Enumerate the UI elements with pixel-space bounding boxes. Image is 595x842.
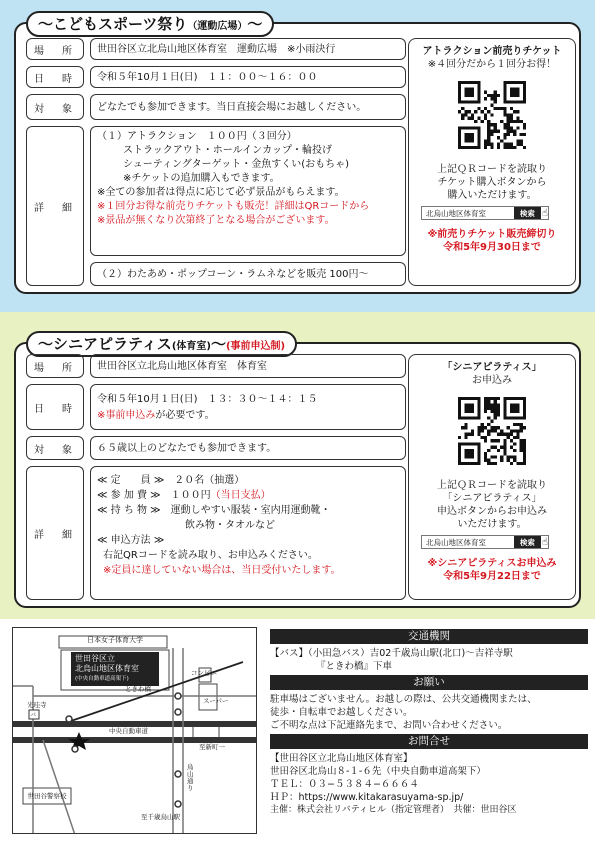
kids-panel	[14, 15, 581, 294]
map-sennen-label: 至千歳烏山駅	[141, 813, 180, 821]
detail-box-1	[90, 126, 406, 256]
place-value: 世田谷区立北烏山地区体育室 体育室	[90, 354, 406, 378]
contact-phone: ＴＥＬ：０３−５３８４−６６６４	[270, 779, 419, 790]
contact-organizer: 主催：株式会社リバティヒル（指定管理者） 共催：世田谷区	[270, 805, 517, 815]
search-box[interactable]	[421, 535, 549, 549]
senior-title-sub: (体育室)	[171, 341, 211, 352]
senior-title-text: 〜シニアピラティス	[38, 335, 172, 353]
date-label: 日 時	[26, 384, 84, 430]
date-note: が必要です。	[155, 410, 215, 421]
qr-title: 「シニアピラティス」	[442, 362, 542, 373]
map-super-label: スーパー	[203, 697, 229, 705]
access-text: 『ときわ橋』下車	[316, 661, 393, 672]
notice-text: 駐車場はございません。お越しの際は、公共交通機関または、	[270, 694, 537, 705]
target-label: 対 象	[26, 436, 84, 460]
detail-line: ストラックアウト・ホールインカップ・輪投げ	[123, 145, 332, 156]
kids-sports-section	[0, 0, 595, 312]
notice-text: ご不明な点は下記連絡先まで、お問い合わせください。	[270, 720, 508, 731]
date-value: 令和５年10月１日(日) １１：００〜１６：００	[90, 66, 406, 88]
deadline-date: 令和5年9月22日まで	[443, 571, 541, 582]
qr-code[interactable]	[458, 397, 526, 465]
map-police-label: 世田谷警察校	[27, 792, 67, 800]
date-text: 令和５年10月１日(日) １３：３０〜１４：１５	[97, 394, 318, 405]
deadline-text: ※シニアピラティスお申込み	[427, 558, 557, 569]
detail-box-2: （２）わたあめ・ポップコーン・ラムネなどを販売 100円〜	[90, 262, 406, 286]
contact-text: 【世田谷区立北烏山地区体育室】	[270, 753, 413, 764]
detail-red-note: ※１回分お得な前売りチケットも販売！詳細はQRコードから	[97, 201, 370, 212]
map-bus-stop-label: 光珪寺	[27, 701, 47, 709]
date-value	[90, 384, 406, 430]
kids-title-text: 〜こどもスポーツ祭り	[38, 15, 188, 33]
contact-heading: お問合せ	[270, 734, 588, 749]
map-univ-label: 日本女子体育大学	[87, 636, 143, 644]
place-label: 場 所	[26, 38, 84, 60]
place-value: 世田谷区立北烏山地区体育室 運動広場 ※小雨決行	[90, 38, 406, 60]
cursor-hand-icon: ☝	[541, 536, 548, 548]
qr-subtitle: ※４回分だから１回分お得！	[427, 59, 557, 70]
deadline-date: 令和5年9月30日まで	[443, 242, 541, 253]
method-text: 右記QRコードを読み取り、お申込みください。	[103, 550, 318, 561]
access-heading: 交通機関	[270, 629, 588, 644]
qr-desc: 申込ボタンからお申込み	[437, 506, 547, 517]
qr-desc: いただけます。	[457, 519, 527, 530]
notice-heading: お願い	[270, 675, 588, 690]
qr-desc: 購入いただけます。	[447, 190, 537, 201]
map-conveni-label: コンビニ	[191, 669, 217, 677]
qr-subtitle: お申込み	[472, 375, 512, 386]
detail-red-note: ※景品が無くなり次第終了となる場合がございます。	[97, 215, 335, 226]
contact-url[interactable]: ＨＰ：https://www.kitakarasuyama-sp.jp/	[270, 792, 464, 803]
map-highway-label: 中央自動車道	[109, 727, 148, 735]
fee-text: ≪ 参 加 費 ≫ １００円	[97, 490, 211, 501]
senior-qr-box	[408, 354, 576, 600]
search-text: 北烏山地区体育室	[426, 537, 486, 547]
detail-note: ※全ての参加者は得点に応じて必ず景品がもらえます。	[97, 187, 345, 198]
detail-label: 詳 細	[26, 126, 84, 286]
senior-title-badge: (事前申込制)	[225, 341, 286, 352]
method-label: ≪ 申込方法 ≫	[97, 535, 165, 546]
info-block	[270, 627, 588, 817]
kids-qr-box	[408, 38, 576, 286]
search-text: 北烏山地区体育室	[426, 208, 486, 218]
method-red-text: ※定員に達していない場合は、当日受付いたします。	[103, 565, 341, 576]
qr-title: アトラクション前売りチケット	[422, 46, 562, 57]
senior-panel	[14, 335, 581, 608]
access-map	[12, 627, 257, 834]
date-label: 日 時	[26, 66, 84, 88]
senior-title-end: 〜	[210, 335, 226, 353]
detail-box	[90, 466, 406, 600]
map-tokiwa-label: ときわ橋	[125, 685, 151, 693]
qr-desc: 上記ＱＲコードを読取り	[437, 480, 547, 491]
capacity-text: ≪ 定 員 ≫ ２０名（抽選）	[97, 475, 245, 486]
detail-line: ※チケットの追加購入もできます。	[123, 173, 280, 184]
access-text: 【バス】（小田急バス）吉02千歳烏山駅(北口)〜吉祥寺駅	[270, 648, 513, 659]
detail-line: （１）アトラクション １００円（３回分）	[97, 131, 297, 142]
notice-text: 徒歩・自転車でお越しください。	[270, 707, 413, 718]
bring-text: ≪ 持 ち 物 ≫ 運動しやすい服装・室内用運動靴・	[97, 505, 331, 516]
map-street-label: 烏山通り	[187, 763, 194, 792]
target-label: 対 象	[26, 94, 84, 120]
search-box[interactable]	[421, 206, 549, 220]
date-note-red: ※事前申込み	[97, 410, 156, 421]
bring-text: 飲み物・タオルなど	[185, 520, 275, 531]
place-label: 場 所	[26, 354, 84, 378]
kids-title-sub: （運動広場）	[187, 21, 248, 32]
map-venue-line: 北烏山地区体育室	[75, 664, 139, 673]
target-value: どなたでも参加できます。当日直接会場にお越しください。	[90, 94, 406, 120]
contact-text: 世田谷区北烏山８-１-６先（中央自動車道高架下）	[270, 766, 486, 777]
qr-desc: 上記ＱＲコードを読取り	[437, 164, 547, 175]
fee-red-text: （当日支払）	[210, 490, 271, 501]
bus-stop-icon: バ	[30, 712, 37, 719]
cursor-hand-icon: ☝	[541, 207, 548, 219]
target-value: ６５歳以上のどなたでも参加できます。	[90, 436, 406, 460]
map-shinmachi-label: 至新町一	[199, 743, 225, 751]
kids-title	[26, 11, 274, 37]
map-venue-line: 世田谷区立	[75, 654, 115, 663]
map-venue-line: (中央自動車道高架下)	[75, 676, 129, 682]
search-button[interactable]: 検索	[514, 207, 541, 219]
deadline-text: ※前売りチケット販売締切り	[427, 229, 557, 240]
senior-pilates-section	[0, 312, 595, 619]
detail-label: 詳 細	[26, 466, 84, 600]
search-button[interactable]: 検索	[514, 536, 541, 548]
qr-desc: 「シニアピラティス」	[442, 493, 542, 504]
qr-code[interactable]	[458, 81, 526, 149]
map-venue-label	[71, 652, 159, 686]
detail-line: シューティングターゲット・金魚すくい(おもちゃ)	[123, 159, 350, 170]
kids-title-end: 〜	[247, 15, 263, 33]
qr-desc: チケット購入ボタンから	[437, 177, 547, 188]
